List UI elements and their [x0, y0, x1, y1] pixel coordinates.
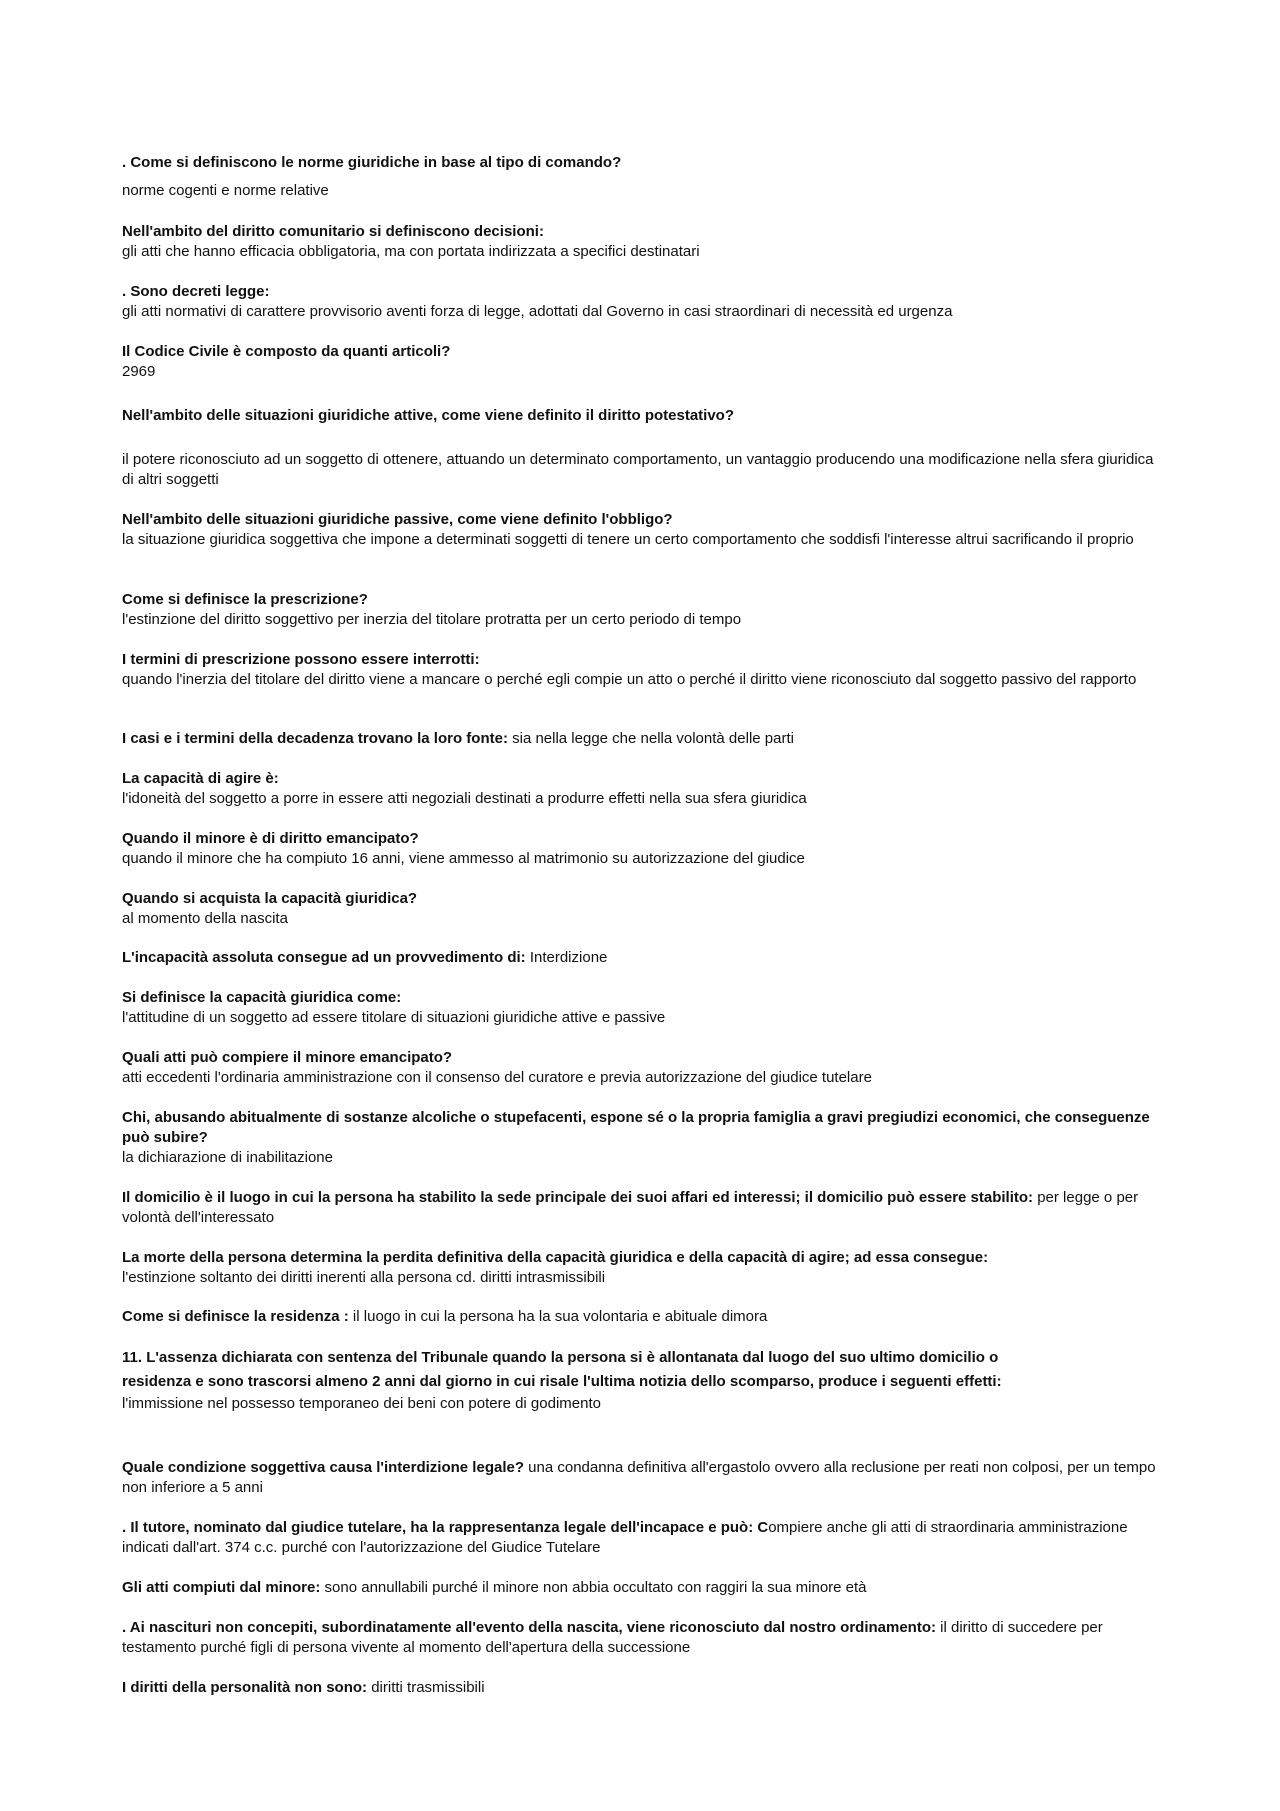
answer: norme cogenti e norme relative	[122, 182, 329, 199]
question: Quali atti può compiere il minore emancipato?	[122, 1049, 453, 1066]
qa-item-17	[122, 1188, 1167, 1228]
answer: la dichiarazione di inabilitazione	[122, 1149, 333, 1166]
answer: Interdizione	[525, 949, 608, 966]
qa-item-6	[122, 510, 1167, 550]
question: . Ai nascituri non concepiti, subordinatamente all'evento della nascita, viene riconosciuto dal nostro ordinamento:	[122, 1619, 936, 1636]
answer: l'estinzione del diritto soggettivo per inerzia del titolare protratta per un certo periodo di tempo	[122, 611, 742, 628]
answer: 2969	[122, 363, 156, 380]
qa-item-7	[122, 590, 1167, 630]
qa-item-14	[122, 988, 1167, 1028]
question: I diritti della personalità non sono:	[122, 1679, 368, 1696]
answer: la situazione giuridica soggettiva che impone a determinati soggetti di tenere un certo comportamento che soddisfi l'interesse altrui sacrificando il proprio	[122, 531, 1134, 548]
question: I casi e i termini della decadenza trovano la loro fonte:	[122, 730, 508, 747]
qa-item-25	[122, 1678, 1167, 1698]
qa-item-1	[122, 153, 1167, 201]
question: Nell'ambito del diritto comunitario si definiscono decisioni:	[122, 223, 544, 240]
question: Quando il minore è di diritto emancipato?	[122, 830, 419, 847]
question: Si definisce la capacità giuridica come:	[122, 989, 402, 1006]
qa-item-23	[122, 1578, 1167, 1598]
qa-item-11	[122, 829, 1167, 869]
question: Quando si acquista la capacità giuridica?	[122, 890, 418, 907]
answer: atti eccedenti l'ordinaria amministrazione con il consenso del curatore e previa autorizzazione del giudice tutelare	[122, 1069, 872, 1086]
question: . Come si definiscono le norme giuridiche in base al tipo di comando?	[122, 154, 622, 171]
qa-item-12	[122, 889, 1167, 929]
qa-item-5	[122, 406, 1167, 490]
question: Come si definisce la prescrizione?	[122, 591, 368, 608]
question: I termini di prescrizione possono essere interrotti:	[122, 651, 480, 668]
question: Chi, abusando abitualmente di sostanze alcoliche o stupefacenti, espone sé o la propria famiglia a gravi pregiudizi economici, che conseguenze può subire?	[122, 1109, 1150, 1146]
question: 11. L'assenza dichiarata con sentenza del Tribunale quando la persona si è allontanata dal luogo del suo ultimo domicilio o residenza e sono trascorsi almeno 2 anni dal giorno in cui risale l'ultima notizia dello scomparso, produce i seguenti effetti:	[122, 1349, 1002, 1390]
qa-item-16	[122, 1108, 1167, 1168]
question: Come si definisce la residenza :	[122, 1308, 349, 1325]
question: Gli atti compiuti dal minore:	[122, 1579, 321, 1596]
qa-item-10	[122, 769, 1167, 809]
answer: ompiere anche gli atti di straordinaria amministrazione indicati dall'art. 374 c.c. purché con l'autorizzazione del Giudice Tutelare	[122, 1519, 1128, 1556]
answer: l'immissione nel possesso temporaneo dei beni con potere di godimento	[122, 1395, 601, 1412]
answer: il diritto di succedere per testamento purché figli di persona vivente al momento dell'apertura della successione	[122, 1619, 1103, 1656]
answer: il potere riconosciuto ad un soggetto di ottenere, attuando un determinato comportamento, un vantaggio producendo una modificazione nella sfera giuridica di altri soggetti	[122, 451, 1154, 488]
answer: l'attitudine di un soggetto ad essere titolare di situazioni giuridiche attive e passive	[122, 1009, 666, 1026]
question: . Sono decreti legge:	[122, 283, 270, 300]
question: Nell'ambito delle situazioni giuridiche attive, come viene definito il diritto potestativo?	[122, 407, 734, 424]
answer: gli atti normativi di carattere provvisorio aventi forza di legge, adottati dal Governo in casi straordinari di necessità ed urgenza	[122, 303, 953, 320]
answer: l'idoneità del soggetto a porre in essere atti negoziali destinati a produrre effetti nella sua sfera giuridica	[122, 790, 807, 807]
question: . Il tutore, nominato dal giudice tutelare, ha la rappresentanza legale dell'incapace e può: C	[122, 1519, 769, 1536]
qa-item-22	[122, 1518, 1167, 1558]
answer: il luogo in cui la persona ha la sua volontaria e abituale dimora	[348, 1308, 768, 1325]
qa-item-13	[122, 948, 1167, 968]
answer: sono annullabili purché il minore non abbia occultato con raggiri la sua minore età	[320, 1579, 867, 1596]
qa-item-24	[122, 1618, 1167, 1658]
qa-item-15	[122, 1048, 1167, 1088]
answer: l'estinzione soltanto dei diritti inerenti alla persona cd. diritti intrasmissibili	[122, 1269, 606, 1286]
qa-item-21	[122, 1458, 1167, 1498]
qa-item-18	[122, 1248, 1167, 1288]
qa-item-2	[122, 222, 1167, 262]
answer: una condanna definitiva all'ergastolo ovvero alla reclusione per reati non colposi, per un tempo non inferiore a 5 anni	[122, 1459, 1156, 1496]
answer: al momento della nascita	[122, 910, 288, 927]
answer: quando l'inerzia del titolare del diritto viene a mancare o perché egli compie un atto o perché il diritto viene riconosciuto dal soggetto passivo del rapporto	[122, 671, 1137, 688]
question: Quale condizione soggettiva causa l'interdizione legale?	[122, 1459, 524, 1476]
answer: per legge o per volontà dell'interessato	[122, 1189, 1139, 1226]
qa-item-3	[122, 282, 1167, 322]
question: Il domicilio è il luogo in cui la persona ha stabilito la sede principale dei suoi affari ed interessi; il domicilio può essere stabilito:	[122, 1189, 1034, 1206]
question: Il Codice Civile è composto da quanti articoli?	[122, 343, 451, 360]
qa-item-9	[122, 729, 1167, 749]
qa-item-19	[122, 1307, 1167, 1327]
question: La morte della persona determina la perdita definitiva della capacità giuridica e della capacità di agire; ad essa consegue:	[122, 1249, 989, 1266]
answer: diritti trasmissibili	[367, 1679, 485, 1696]
qa-item-4	[122, 342, 1167, 382]
answer: gli atti che hanno efficacia obbligatoria, ma con portata indirizzata a specifici destinatari	[122, 243, 700, 260]
question: L'incapacità assoluta consegue ad un provvedimento di:	[122, 949, 526, 966]
qa-item-20	[122, 1346, 1167, 1414]
question: Nell'ambito delle situazioni giuridiche passive, come viene definito l'obbligo?	[122, 511, 673, 528]
answer: quando il minore che ha compiuto 16 anni, viene ammesso al matrimonio su autorizzazione del giudice	[122, 850, 805, 867]
question: La capacità di agire è:	[122, 770, 279, 787]
qa-item-8	[122, 650, 1167, 690]
answer: sia nella legge che nella volontà delle parti	[507, 730, 794, 747]
